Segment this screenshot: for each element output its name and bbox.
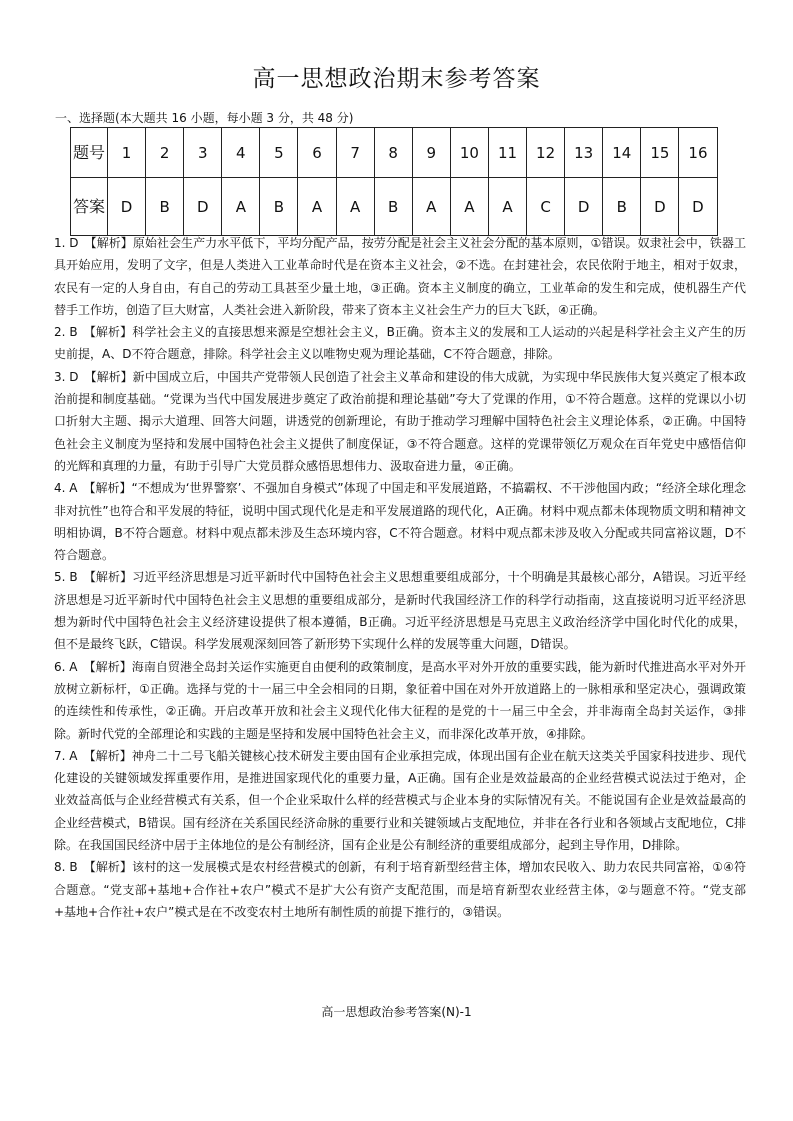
answer-cell: B xyxy=(146,178,184,236)
explanation-item: 2. B 【解析】科学社会主义的直接思想来源是空想社会主义，B正确。资本主义的发展和工人运动的兴起是科学社会主义产生的历史前提，A、D不符合题意，排除。科学社会主义以唯物史观为理论基础，C不符合题意，排除。 xyxy=(54,325,746,362)
explanation-item: 3. D 【解析】新中国成立后，中国共产党带领人民创造了社会主义革命和建设的伟大成就，为实现中华民族伟大复兴奠定了根本政治前提和制度基础。“党课为当代中国发展进步奠定了政治前提和理论基础”夸大了党课的作用，①不符合题意。这样的党课以小切口折射大主题、揭示大道理、回答大问题，讲透党的创新理论，有助于推动学习理解中国特色社会主义理论体系，②正确。中国特色社会主义制度为坚持和发展中国特色社会主义提供了制度保证，③不符合题意。这样的党课带领亿万观众在百年党史中感悟信仰的光辉和真理的力量，有助于引导广大党员群众感悟思想伟力、汲取奋进力量，④正确。 xyxy=(54,369,746,473)
answer-cell: D xyxy=(565,178,603,236)
answer-cell: A xyxy=(412,178,450,236)
question-number-cell: 16 xyxy=(679,128,717,178)
answer-cell: D xyxy=(184,178,222,236)
answer-cell: B xyxy=(603,178,641,236)
question-number-cell: 6 xyxy=(298,128,336,178)
answer-cell: D xyxy=(641,178,679,236)
question-number-cell: 10 xyxy=(450,128,488,178)
question-number-cell: 9 xyxy=(412,128,450,178)
question-number-cell: 11 xyxy=(488,128,526,178)
answer-cell: A xyxy=(450,178,488,236)
answer-cell: A xyxy=(488,178,526,236)
question-number-cell: 14 xyxy=(603,128,641,178)
question-number-cell: 12 xyxy=(527,128,565,178)
question-number-cell: 13 xyxy=(565,128,603,178)
question-number-cell: 4 xyxy=(222,128,260,178)
explanation-item: 7. A 【解析】神舟二十二号飞船关键核心技术研发主要由国有企业承担完成，体现出国有企业在航天这类关乎国家科技进步、现代化建设的关键领域发挥重要作用，是推进国家现代化的重要力量，A正确。国有企业是效益最高的企业经营模式说法过于绝对，企业效益高低与企业经营模式有关系，但一个企业采取什么样的经营模式与企业本身的实际情况有关。不能说国有企业是效益最高的企业经营模式，B错误。国有经济在关系国民经济命脉的重要行业和关键领域占支配地位，并非在各行业和各领域占支配地位，C排除。在我国国民经济中居于主体地位的是公有制经济，国有企业是公有制经济的重要组成部分，起到主导作用，D排除。 xyxy=(54,748,746,853)
question-number-cell: 1 xyxy=(108,128,146,178)
answer-cell: D xyxy=(679,178,717,236)
page-footer: 高一思想政治参考答案(N)-1 xyxy=(321,1005,472,1019)
row-header-answer: 答案 xyxy=(71,178,108,236)
answer-table xyxy=(70,127,718,236)
explanation-item: 8. B 【解析】该村的这一发展模式是农村经营模式的创新，有利于培育新型经营主体，增加农民收入、助力农民共同富裕，①④符合题意。“党支部+基地+合作社+农户”模式不是扩大公有资产支配范围，而是培育新型农业经营主体，②与题意不符。“党支部+基地+合作社+农户”模式是在不改变农村土地所有制性质的前提下推行的，③错误。 xyxy=(54,860,746,919)
answer-cell: A xyxy=(336,178,374,236)
question-number-cell: 7 xyxy=(336,128,374,178)
question-number-cell: 5 xyxy=(260,128,298,178)
table-row-numbers xyxy=(71,128,718,178)
explanation-item: 1. D 【解析】原始社会生产力水平低下，平均分配产品，按劳分配是社会主义社会分配的基本原则，①错误。奴隶社会中，铁器工具开始应用，发明了文字，但是人类进入工业革命时代是在资本主义社会，②不选。在封建社会，农民依附于地主，相对于奴隶，农民有一定的人身自由，有自己的劳动工具甚至少量土地，③正确。资本主义制度的确立，工业革命的发生和完成，使机器生产代替手工作坊，创造了巨大财富，人类社会进入新阶段，带来了资本主义社会生产力的巨大飞跃，④正确。 xyxy=(54,236,746,317)
section-header: 一、选择题(本大题共 16 小题，每小题 3 分，共 48 分) xyxy=(55,111,354,125)
answer-cell: B xyxy=(374,178,412,236)
row-header-number: 题号 xyxy=(71,128,108,178)
page-title: 高一思想政治期末参考答案 xyxy=(252,66,541,92)
explanation-item: 5. B 【解析】习近平经济思想是习近平新时代中国特色社会主义思想重要组成部分，十个明确是其最核心部分，A错误。习近平经济思想是习近平新时代中国特色社会主义思想的重要组成部分，是新时代我国经济工作的科学行动指南，这直接说明习近平经济思想为新时代中国特色社会主义经济建设提供了根本遵循，B正确。习近平经济思想是马克思主义政治经济学中国化时代化的成果，但不是最终飞跃，C错误。科学发展观深刻回答了新形势下实现什么样的发展等重大问题，D错误。 xyxy=(54,570,746,652)
answer-cell: D xyxy=(108,178,146,236)
question-number-cell: 3 xyxy=(184,128,222,178)
explanation-item: 4. A 【解析】“不想成为‘世界警察’、不强加自身模式”体现了中国走和平发展道路，不搞霸权、不干涉他国内政；“经济全球化理念非对抗性”也符合和平发展的特征，说明中国式现代化是走和平发展道路的现代化，A正确。材料中观点都未体现物质文明和精神文明相协调，B不符合题意。材料中观点都未涉及生态环境内容，C不符合题意。材料中观点都未涉及收入分配或共同富裕议题，D不符合题意。 xyxy=(54,481,746,563)
answer-cell: C xyxy=(527,178,565,236)
answer-cell: A xyxy=(222,178,260,236)
question-number-cell: 8 xyxy=(374,128,412,178)
explanation-item: 6. A 【解析】海南自贸港全岛封关运作实施更自由便利的政策制度，是高水平对外开放的重要实践，能为新时代推进高水平对外开放树立新标杆，①正确。选择与党的十一届三中全会相同的日期，象征着中国在对外开放道路上的一脉相承和坚定决心，强调政策的连续性和传承性，②正确。开启改革开放和社会主义现代化伟大征程的是党的十一届三中全会，并非海南全岛封关运作，③排除。新时代党的全部理论和实践的主题是坚持和发展中国特色社会主义，而非深化改革开放，④排除。 xyxy=(54,659,746,741)
answer-cell: A xyxy=(298,178,336,236)
question-number-cell: 2 xyxy=(146,128,184,178)
answer-cell: B xyxy=(260,178,298,236)
explanations xyxy=(54,232,746,923)
table-row-answers xyxy=(71,178,718,236)
question-number-cell: 15 xyxy=(641,128,679,178)
